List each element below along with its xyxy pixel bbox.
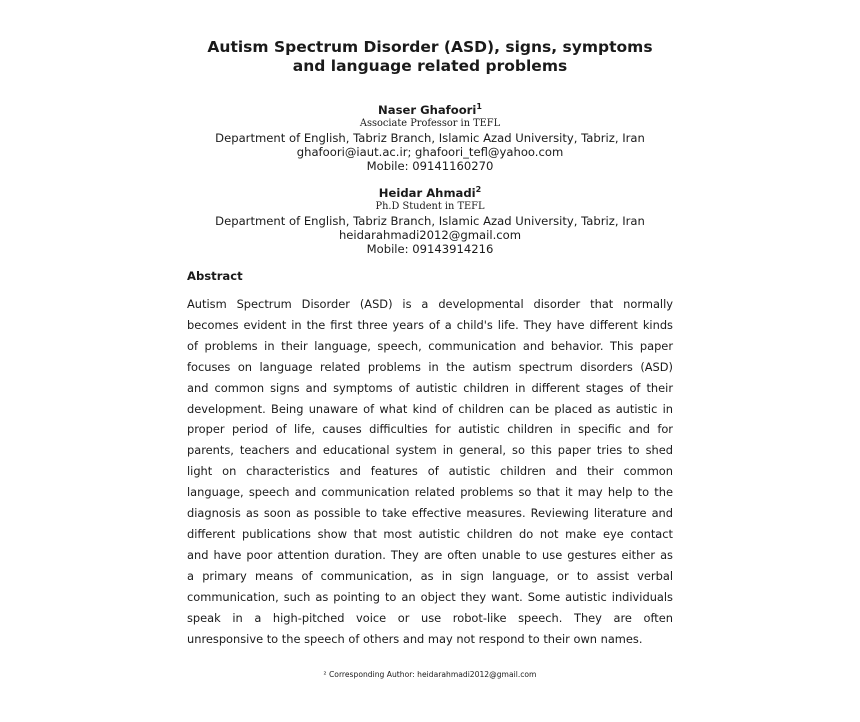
author-footnote-mark: 2 bbox=[475, 185, 482, 195]
title-line-2: and language related problems bbox=[292, 57, 568, 75]
author-email: ghafoori@iaut.ac.ir; ghafoori_tefl@yahoo.com bbox=[296, 145, 564, 159]
abstract-line: different publications show that most autistic children do not make eye contact bbox=[187, 526, 673, 541]
author-email: heidarahmadi2012@gmail.com bbox=[338, 228, 522, 242]
abstract-line: light on characteristics and features of autistic children and their common bbox=[187, 464, 673, 479]
abstract-line: parents, teachers and educational system in general, so this paper tries to shed bbox=[187, 443, 673, 458]
abstract-line: speak in a high-pitched voice or use robot-like speech. They are often bbox=[187, 610, 673, 625]
abstract-body bbox=[187, 294, 673, 649]
abstract-line: diagnosis as soon as possible to take effective measures. Reviewing literature and bbox=[187, 506, 673, 521]
abstract-line: Autism Spectrum Disorder (ASD) is a developmental disorder that normally bbox=[187, 297, 673, 311]
abstract-line: communication, such as pointing to an object they want. Some autistic individuals bbox=[187, 589, 673, 604]
title-line-1: Autism Spectrum Disorder (ASD), signs, symptoms bbox=[207, 38, 653, 56]
author-block-2 bbox=[0, 186, 860, 256]
abstract-line: and common signs and symptoms of autistic children in different stages of their bbox=[187, 380, 673, 395]
author-mobile: Mobile: 09143914216 bbox=[366, 242, 494, 256]
abstract-line: focuses on language related problems in the autism spectrum disorders (ASD) bbox=[187, 359, 673, 374]
author-role: Associate Professor in TEFL bbox=[359, 118, 501, 129]
paper-title bbox=[0, 38, 860, 76]
author-affiliation: Department of English, Tabriz Branch, Islamic Azad University, Tabriz, Iran bbox=[215, 131, 645, 145]
abstract-line: becomes evident in the first three years of a child's life. They have different kinds bbox=[187, 317, 673, 332]
abstract-line: of problems in their language, speech, communication and behavior. This paper bbox=[187, 338, 673, 353]
author-affiliation: Department of English, Tabriz Branch, Islamic Azad University, Tabriz, Iran bbox=[215, 214, 645, 228]
abstract-line: development. Being unaware of what kind of children can be placed as autistic in bbox=[187, 401, 673, 416]
author-block-1 bbox=[0, 103, 860, 173]
abstract-line: and have poor attention duration. They are often unable to use gestures either as bbox=[187, 547, 673, 562]
abstract-line: unresponsive to the speech of others and may not respond to their own names. bbox=[187, 631, 643, 646]
author-role: Ph.D Student in TEFL bbox=[375, 201, 485, 212]
author-name: Naser Ghafoori$^1$ bbox=[378, 102, 482, 117]
corresponding-author-footnote: ² Corresponding Author: heidarahmadi2012@gmail.com bbox=[323, 670, 537, 679]
author-footnote-mark: 1 bbox=[476, 102, 482, 112]
abstract-line: proper period of life, causes difficulties for autistic children in specific and for bbox=[187, 422, 673, 437]
author-name: Heidar Ahmadi$^2$ bbox=[378, 185, 482, 200]
author-mobile: Mobile: 09141160270 bbox=[366, 159, 494, 173]
abstract-line: language, speech and communication related problems so that it may help to the bbox=[187, 485, 673, 500]
abstract-line: a primary means of communication, as in sign language, or to assist verbal bbox=[187, 568, 673, 583]
abstract-heading: Abstract bbox=[187, 269, 243, 283]
